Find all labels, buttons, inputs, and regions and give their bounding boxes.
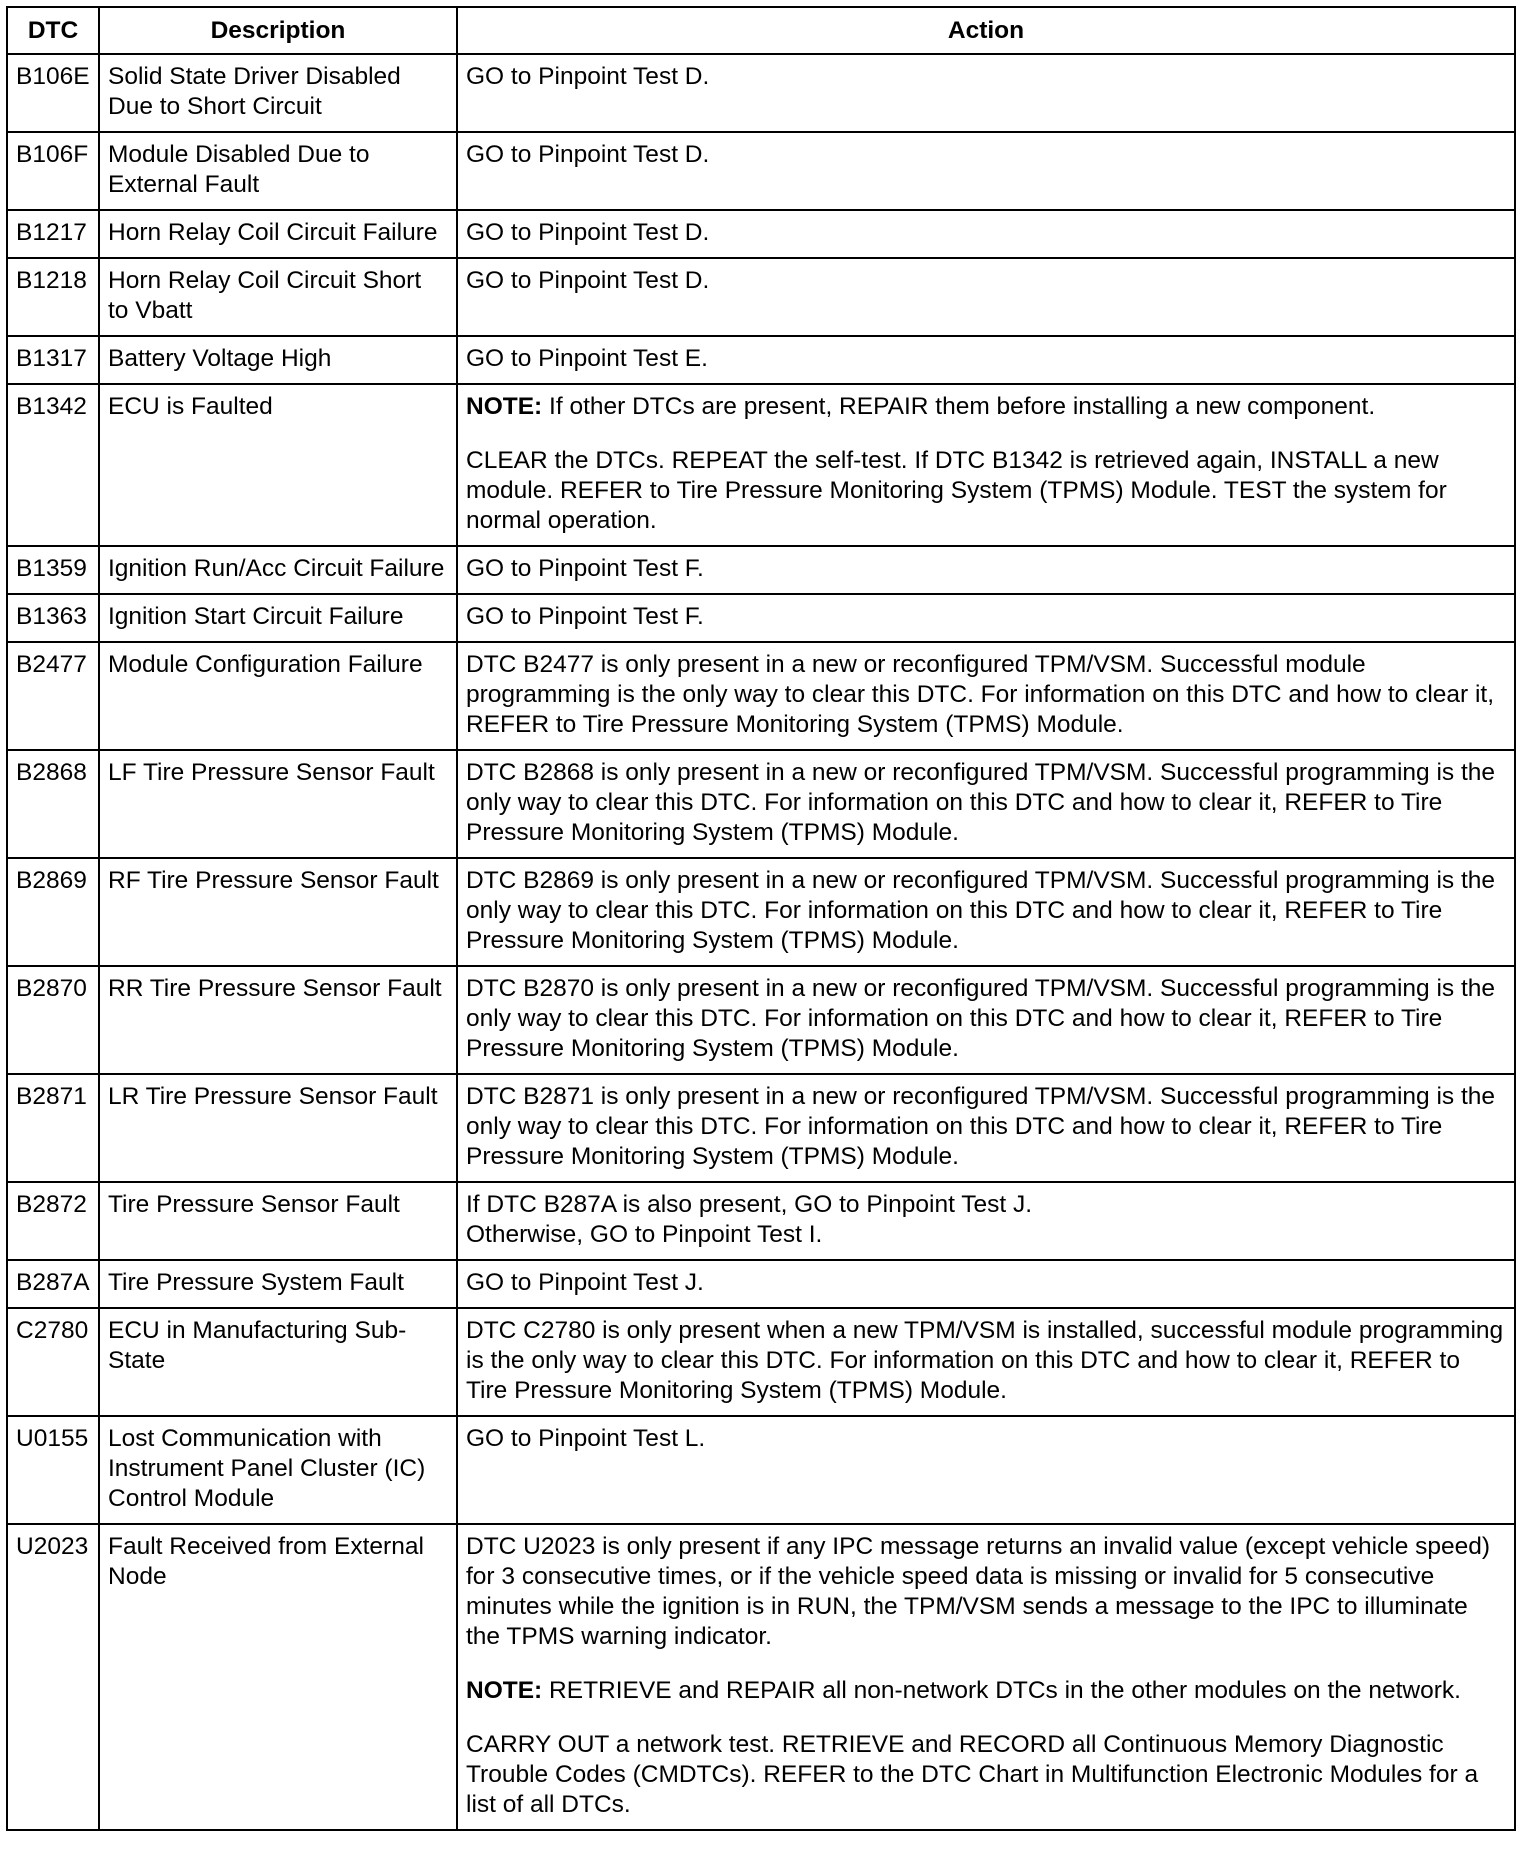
table-row [7, 858, 1515, 966]
table-row [7, 966, 1515, 1074]
dtc-code: B1359 [7, 546, 99, 594]
dtc-action [457, 384, 1515, 546]
dtc-code: B2872 [7, 1182, 99, 1260]
action-line: Otherwise, GO to Pinpoint Test I. [466, 1221, 823, 1248]
table-row [7, 384, 1515, 546]
header-row [7, 7, 1515, 54]
action-paragraph [466, 1190, 1506, 1250]
dtc-code: U2023 [7, 1524, 99, 1830]
dtc-action [457, 258, 1515, 336]
action-paragraph: DTC B2871 is only present in a new or reconfigured TPM/VSM. Successful programming is the only way to clear this DTC. For information on this DTC and how to clear it, REFER to Tire Pressure Monitoring System (TPMS) Module. [466, 1083, 1495, 1170]
action-paragraph: CARRY OUT a network test. RETRIEVE and RECORD all Continuous Memory Diagnostic Trouble Codes (CMDTCs). REFER to the DTC Chart in Multifunction Electronic Modules for a list of all DTCs. [466, 1731, 1479, 1818]
header-dtc: DTC [7, 7, 99, 54]
note-paragraph [466, 1676, 1506, 1706]
dtc-code: B106F [7, 132, 99, 210]
dtc-action [457, 594, 1515, 642]
note-paragraph [466, 392, 1506, 422]
action-paragraph: GO to Pinpoint Test D. [466, 267, 710, 294]
dtc-action [457, 966, 1515, 1074]
note-label: NOTE: [466, 1677, 543, 1704]
dtc-description: Tire Pressure Sensor Fault [99, 1182, 457, 1260]
table-row [7, 546, 1515, 594]
table-row [7, 642, 1515, 750]
dtc-code: B106E [7, 54, 99, 132]
dtc-code: B2868 [7, 750, 99, 858]
dtc-code: B1218 [7, 258, 99, 336]
dtc-code: B2870 [7, 966, 99, 1074]
dtc-description: Battery Voltage High [99, 336, 457, 384]
dtc-description: Ignition Start Circuit Failure [99, 594, 457, 642]
table-body [7, 54, 1515, 1830]
dtc-action [457, 546, 1515, 594]
dtc-action [457, 1416, 1515, 1524]
table-row [7, 336, 1515, 384]
table-row [7, 210, 1515, 258]
table-row [7, 594, 1515, 642]
note-label: NOTE: [466, 393, 543, 420]
action-paragraph: GO to Pinpoint Test E. [466, 345, 708, 372]
dtc-description: Ignition Run/Acc Circuit Failure [99, 546, 457, 594]
action-paragraph: GO to Pinpoint Test D. [466, 63, 710, 90]
action-paragraph: DTC B2477 is only present in a new or reconfigured TPM/VSM. Successful module programming is the only way to clear this DTC. For information on this DTC and how to clear it, REFER to Tire Pressure Monitoring System (TPMS) Module. [466, 651, 1495, 738]
table-row [7, 750, 1515, 858]
note-text: If other DTCs are present, REPAIR them before installing a new component. [549, 393, 1376, 420]
table-row [7, 1074, 1515, 1182]
dtc-description: RF Tire Pressure Sensor Fault [99, 858, 457, 966]
dtc-action [457, 1308, 1515, 1416]
dtc-code: B1363 [7, 594, 99, 642]
dtc-table [6, 6, 1516, 1831]
dtc-code: B2477 [7, 642, 99, 750]
dtc-code: B2871 [7, 1074, 99, 1182]
action-paragraph: CLEAR the DTCs. REPEAT the self-test. If DTC B1342 is retrieved again, INSTALL a new module. REFER to Tire Pressure Monitoring System (TPMS) Module. TEST the system for normal operation. [466, 447, 1447, 534]
dtc-description: ECU in Manufacturing Sub-State [99, 1308, 457, 1416]
dtc-description: LR Tire Pressure Sensor Fault [99, 1074, 457, 1182]
dtc-action [457, 858, 1515, 966]
dtc-description: Module Disabled Due to External Fault [99, 132, 457, 210]
action-paragraph: GO to Pinpoint Test D. [466, 219, 710, 246]
action-line: If DTC B287A is also present, GO to Pinpoint Test J. [466, 1191, 1033, 1218]
dtc-action [457, 1260, 1515, 1308]
dtc-description: Module Configuration Failure [99, 642, 457, 750]
dtc-description: LF Tire Pressure Sensor Fault [99, 750, 457, 858]
table-row [7, 1524, 1515, 1830]
dtc-code: B1342 [7, 384, 99, 546]
action-paragraph: DTC B2870 is only present in a new or reconfigured TPM/VSM. Successful programming is the only way to clear this DTC. For information on this DTC and how to clear it, REFER to Tire Pressure Monitoring System (TPMS) Module. [466, 975, 1495, 1062]
header-action: Action [457, 7, 1515, 54]
table-row [7, 54, 1515, 132]
action-paragraph: GO to Pinpoint Test J. [466, 1269, 704, 1296]
dtc-action [457, 54, 1515, 132]
dtc-description: Horn Relay Coil Circuit Failure [99, 210, 457, 258]
action-paragraph: DTC U2023 is only present if any IPC message returns an invalid value (except vehicle speed) for 3 consecutive times, or if the vehicle speed data is missing or invalid for 5 consecutive minutes while the ignition is in RUN, the TPM/VSM sends a message to the IPC to illuminate the TPMS warning indicator. [466, 1533, 1491, 1650]
dtc-action [457, 1074, 1515, 1182]
table-row [7, 1260, 1515, 1308]
dtc-description: Tire Pressure System Fault [99, 1260, 457, 1308]
dtc-description: Solid State Driver Disabled Due to Short Circuit [99, 54, 457, 132]
header-description: Description [99, 7, 457, 54]
dtc-action [457, 750, 1515, 858]
action-paragraph: GO to Pinpoint Test F. [466, 603, 704, 630]
dtc-action [457, 132, 1515, 210]
dtc-description: RR Tire Pressure Sensor Fault [99, 966, 457, 1074]
dtc-code: B1217 [7, 210, 99, 258]
action-paragraph: GO to Pinpoint Test D. [466, 141, 710, 168]
dtc-code: C2780 [7, 1308, 99, 1416]
dtc-description: Lost Communication with Instrument Panel Cluster (IC) Control Module [99, 1416, 457, 1524]
note-text: RETRIEVE and REPAIR all non-network DTCs in the other modules on the network. [549, 1677, 1461, 1704]
action-paragraph: DTC B2868 is only present in a new or reconfigured TPM/VSM. Successful programming is the only way to clear this DTC. For information on this DTC and how to clear it, REFER to Tire Pressure Monitoring System (TPMS) Module. [466, 759, 1495, 846]
action-paragraph: DTC C2780 is only present when a new TPM/VSM is installed, successful module programming is the only way to clear this DTC. For information on this DTC and how to clear it, REFER to Tire Pressure Monitoring System (TPMS) Module. [466, 1317, 1504, 1404]
dtc-action [457, 336, 1515, 384]
dtc-code: B2869 [7, 858, 99, 966]
table-row [7, 1308, 1515, 1416]
action-paragraph: GO to Pinpoint Test F. [466, 555, 704, 582]
dtc-code: B1317 [7, 336, 99, 384]
dtc-action [457, 210, 1515, 258]
dtc-description: Fault Received from External Node [99, 1524, 457, 1830]
dtc-description: Horn Relay Coil Circuit Short to Vbatt [99, 258, 457, 336]
dtc-description: ECU is Faulted [99, 384, 457, 546]
action-paragraph: GO to Pinpoint Test L. [466, 1425, 706, 1452]
dtc-action [457, 1182, 1515, 1260]
table-row [7, 258, 1515, 336]
table-row [7, 1416, 1515, 1524]
dtc-action [457, 1524, 1515, 1830]
action-paragraph: DTC B2869 is only present in a new or reconfigured TPM/VSM. Successful programming is the only way to clear this DTC. For information on this DTC and how to clear it, REFER to Tire Pressure Monitoring System (TPMS) Module. [466, 867, 1495, 954]
table-row [7, 132, 1515, 210]
dtc-code: U0155 [7, 1416, 99, 1524]
dtc-action [457, 642, 1515, 750]
dtc-code: B287A [7, 1260, 99, 1308]
table-row [7, 1182, 1515, 1260]
